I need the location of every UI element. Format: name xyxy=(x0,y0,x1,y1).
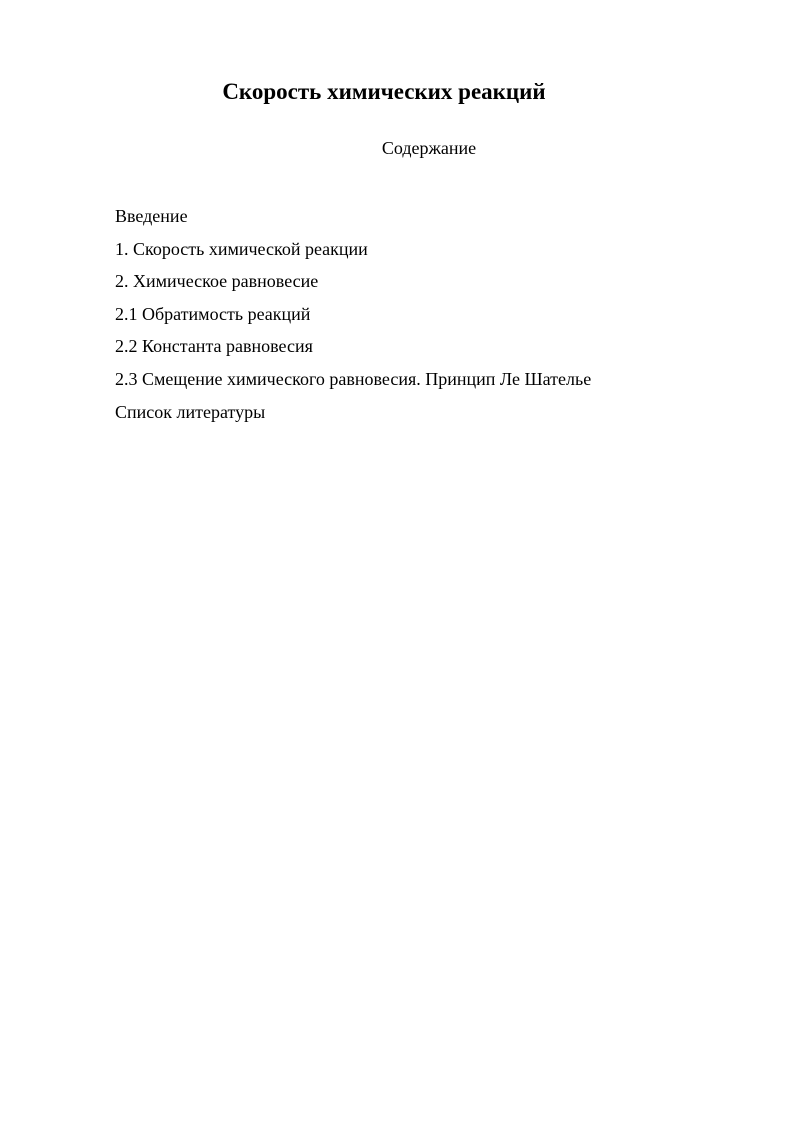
toc-item-references: Список литературы xyxy=(115,401,266,422)
toc-item-reversibility: 2.1 Обратимость реакций xyxy=(115,303,311,324)
toc-item-reaction-rate: 1. Скорость химической реакции xyxy=(115,238,368,259)
toc-item-le-chatelier: 2.3 Смещение химического равновесия. Принцип Ле Шателье xyxy=(115,368,592,389)
document-title: Скорость химических реакций xyxy=(222,79,546,104)
table-of-contents xyxy=(115,200,755,428)
toc-item-equilibrium-constant: 2.2 Константа равновесия xyxy=(115,336,313,357)
toc-item-chemical-equilibrium: 2. Химическое равновесие xyxy=(115,271,319,292)
toc-item-introduction: Введение xyxy=(115,206,188,226)
toc-heading: Содержание xyxy=(381,138,477,158)
